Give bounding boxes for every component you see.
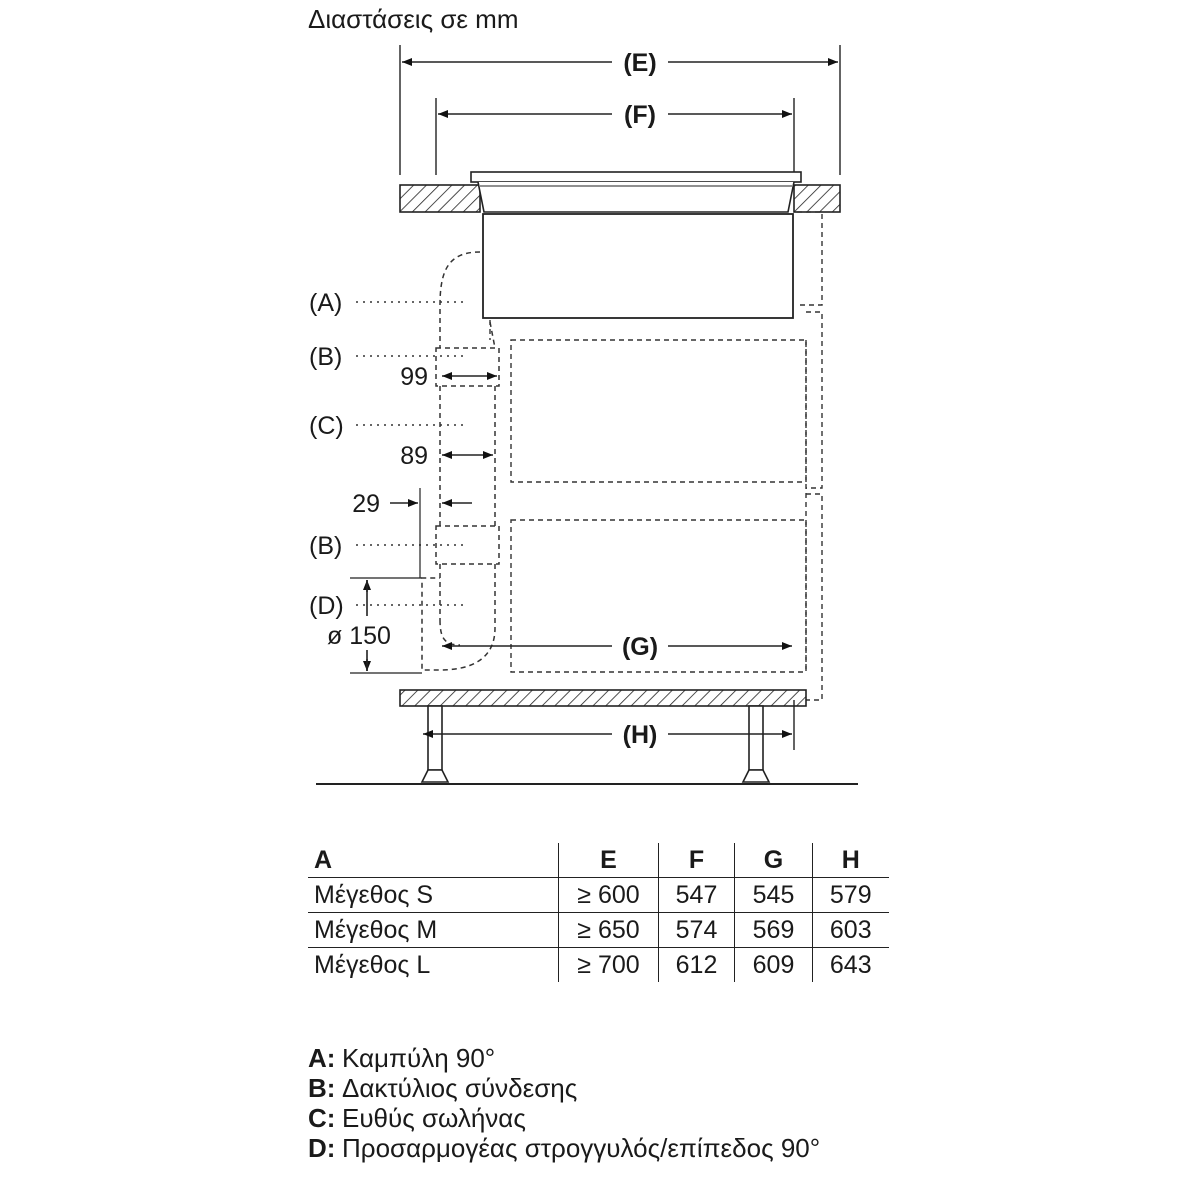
table-header-row: [308, 843, 889, 878]
table-header: F: [659, 843, 735, 878]
legend-text: Προσαρμογέας στρογγυλός/επίπεδος 90°: [342, 1133, 821, 1163]
svg-text:29: 29: [352, 490, 380, 518]
legend-key: C:: [308, 1103, 336, 1133]
svg-text:89: 89: [400, 442, 428, 470]
dimension-99: [400, 363, 497, 391]
dimension-f: [436, 98, 794, 175]
legend-item: [308, 1043, 832, 1073]
table-cell: 609: [735, 948, 813, 983]
legend-item: [308, 1133, 832, 1163]
label-a: (A): [309, 289, 343, 317]
table-cell: ≥ 600: [559, 878, 659, 913]
table-cell: 603: [813, 913, 889, 948]
label-b2: (B): [309, 532, 343, 560]
table-cell: ≥ 700: [559, 948, 659, 983]
table-header: E: [559, 843, 659, 878]
legend-text: Καμπύλη 90°: [342, 1043, 496, 1073]
dimension-89: [400, 442, 493, 470]
table-row: [308, 948, 889, 983]
label-d: (D): [309, 592, 344, 620]
table-cell: 547: [659, 878, 735, 913]
label-c: (C): [309, 412, 344, 440]
table-cell: 579: [813, 878, 889, 913]
legend-key: D:: [308, 1133, 336, 1163]
legend: [308, 1043, 832, 1163]
table-cell: ≥ 650: [559, 913, 659, 948]
page-title: Διαστάσεις σε mm: [308, 4, 519, 34]
table-cell: 545: [735, 878, 813, 913]
legend-key: A:: [308, 1043, 336, 1073]
legend-text: Δακτύλιος σύνδεσης: [342, 1073, 578, 1103]
dimension-e: [400, 45, 840, 175]
legend-item: [308, 1103, 832, 1133]
dimension-h: [423, 700, 794, 750]
table-row: [308, 878, 889, 913]
label-b1: (B): [309, 343, 343, 371]
dimension-e-label: (E): [623, 49, 657, 77]
dimension-h-label: (H): [622, 721, 658, 749]
dimension-g-label: (G): [621, 633, 659, 661]
table-cell: Μέγεθος S: [308, 878, 559, 913]
svg-text:99: 99: [400, 363, 428, 391]
legend-text: Ευθύς σωλήνας: [342, 1103, 526, 1133]
cooktop: [471, 172, 801, 318]
dimensions-table: [308, 843, 889, 982]
table-cell: 574: [659, 913, 735, 948]
table-cell: 643: [813, 948, 889, 983]
legend-item: [308, 1073, 832, 1103]
cabinet-base: [316, 690, 858, 784]
table-cell: Μέγεθος L: [314, 951, 431, 979]
table-cell: 612: [659, 948, 735, 983]
table-cell: 569: [735, 913, 813, 948]
table-header: H: [813, 843, 889, 878]
svg-text:ø 150: ø 150: [327, 622, 391, 650]
table-header: G: [735, 843, 813, 878]
table-row: [308, 913, 889, 948]
table-cell: Μέγεθος M: [308, 913, 559, 948]
dimension-f-label: (F): [624, 101, 656, 129]
legend-key: B:: [308, 1073, 336, 1103]
table-header: A: [308, 843, 559, 878]
